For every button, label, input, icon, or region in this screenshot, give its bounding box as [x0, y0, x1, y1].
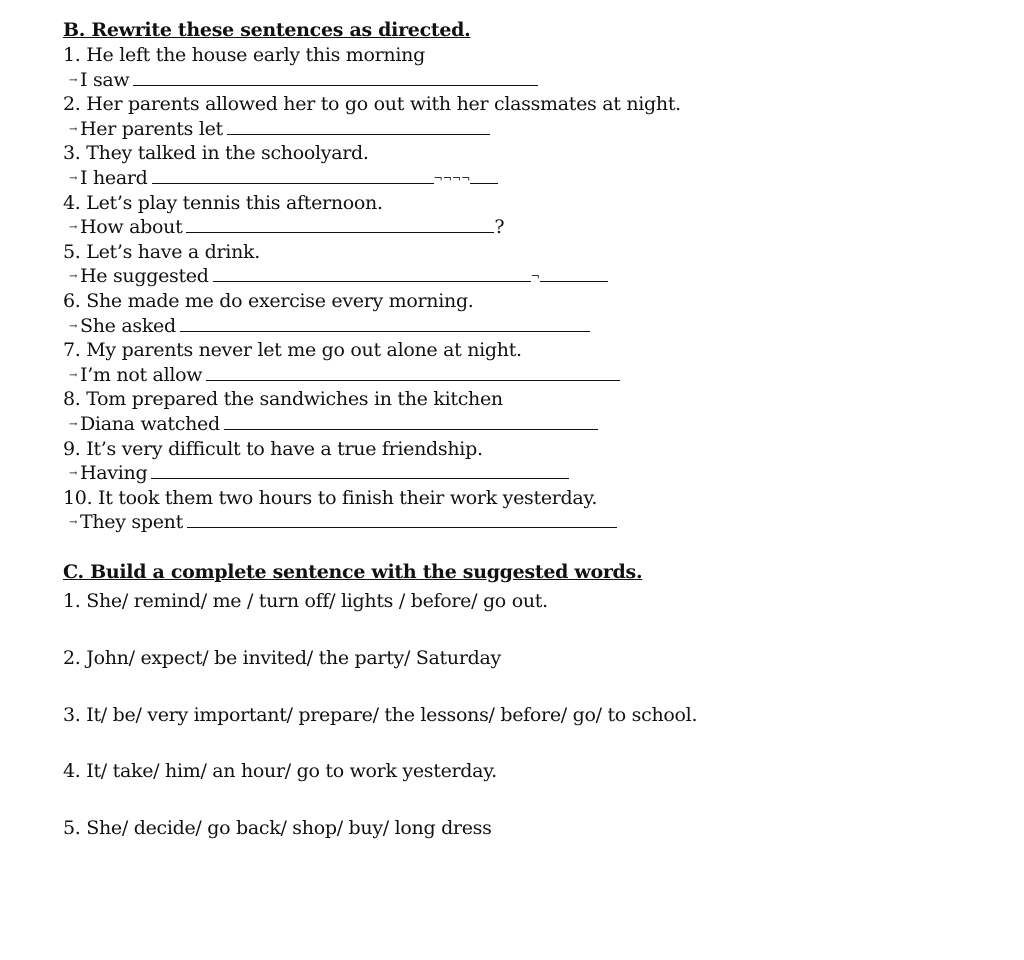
- question-10: 10. It took them two hours to finish their work yesterday.: [63, 486, 598, 509]
- answer-line-9: [63, 461, 1003, 486]
- answer-line-5: [63, 264, 1003, 289]
- answer-prompt-5: He suggested: [80, 265, 209, 288]
- answer-prompt-2: Her parents let: [80, 117, 223, 140]
- arrow-icon: →: [69, 517, 78, 529]
- answer-prompt-9: Having: [80, 462, 148, 485]
- arrow-icon: →: [69, 172, 78, 184]
- arrow-icon: →: [69, 123, 78, 135]
- arrow-icon: →: [69, 74, 78, 86]
- answer-blank-5[interactable]: [213, 265, 531, 282]
- answer-blank-9[interactable]: [151, 462, 569, 479]
- question-6: 6. She made me do exercise every morning.: [63, 289, 474, 312]
- question-9: 9. It’s very difficult to have a true friendship.: [63, 437, 483, 460]
- answer-blank-7[interactable]: [206, 364, 620, 381]
- answer-line-6: [63, 314, 1003, 339]
- answer-blank-4[interactable]: [186, 216, 494, 233]
- arrow-icon: →: [69, 468, 78, 480]
- answer-line-10: [63, 510, 1003, 535]
- answer-line-7: [63, 363, 1003, 388]
- question-2: 2. Her parents allowed her to go out with her classmates at night.: [63, 93, 681, 116]
- answer-prompt-6: She asked: [80, 314, 176, 337]
- answer-prompt-3: I heard: [80, 166, 148, 189]
- answer-prompt-4: How about: [80, 216, 183, 239]
- answer-suffix-3: ¬¬¬¬: [433, 171, 471, 185]
- answer-suffix-5: ¬: [530, 270, 540, 284]
- arrow-icon: →: [69, 271, 78, 283]
- arrow-icon: →: [69, 222, 78, 234]
- answer-prompt-10: They spent: [80, 511, 183, 534]
- answer-prompt-8: Diana watched: [80, 412, 220, 435]
- answer-blank-3[interactable]: [152, 167, 434, 184]
- prompt-c-2: 2. John/ expect/ be invited/ the party/ Saturday: [63, 646, 501, 669]
- section-c: [63, 560, 1003, 873]
- section-b-heading: B. Rewrite these sentences as directed.: [63, 19, 471, 41]
- answer-line-1: [63, 68, 1003, 93]
- section-c-heading: C. Build a complete sentence with the suggested words.: [63, 561, 643, 583]
- question-8: 8. Tom prepared the sandwiches in the kitchen: [63, 388, 503, 411]
- answer-blank-10[interactable]: [187, 511, 617, 528]
- answer-suffix-4: ?: [494, 216, 505, 239]
- question-4: 4. Let’s play tennis this afternoon.: [63, 191, 383, 214]
- answer-line-3: [63, 166, 1003, 191]
- answer-blank-6[interactable]: [180, 315, 590, 332]
- section-b: [63, 18, 1003, 535]
- question-1: 1. He left the house early this morning: [63, 44, 425, 66]
- question-3: 3. They talked in the schoolyard.: [63, 142, 369, 165]
- answer-blank-2[interactable]: [227, 118, 490, 135]
- answer-line-8: [63, 412, 1003, 437]
- arrow-icon: →: [69, 320, 78, 332]
- answer-line-4: [63, 215, 1003, 240]
- arrow-icon: →: [69, 418, 78, 430]
- prompt-c-1: 1. She/ remind/ me / turn off/ lights / before/ go out.: [63, 590, 548, 612]
- answer-blank-8[interactable]: [224, 413, 598, 430]
- answer-blank-5b[interactable]: [540, 265, 608, 282]
- answer-blank-1[interactable]: [133, 69, 538, 86]
- question-7: 7. My parents never let me go out alone at night.: [63, 339, 522, 362]
- answer-blank-3b[interactable]: [470, 167, 498, 184]
- answer-prompt-7: I’m not allow: [80, 363, 203, 386]
- prompt-c-4: 4. It/ take/ him/ an hour/ go to work yesterday.: [63, 760, 497, 783]
- prompt-c-3: 3. It/ be/ very important/ prepare/ the lessons/ before/ go/ to school.: [63, 703, 698, 726]
- question-5: 5. Let’s have a drink.: [63, 240, 260, 263]
- answer-prompt-1: I saw: [80, 68, 130, 91]
- answer-line-2: [63, 117, 1003, 142]
- prompt-c-5: 5. She/ decide/ go back/ shop/ buy/ long dress: [63, 817, 492, 840]
- arrow-icon: →: [69, 369, 78, 381]
